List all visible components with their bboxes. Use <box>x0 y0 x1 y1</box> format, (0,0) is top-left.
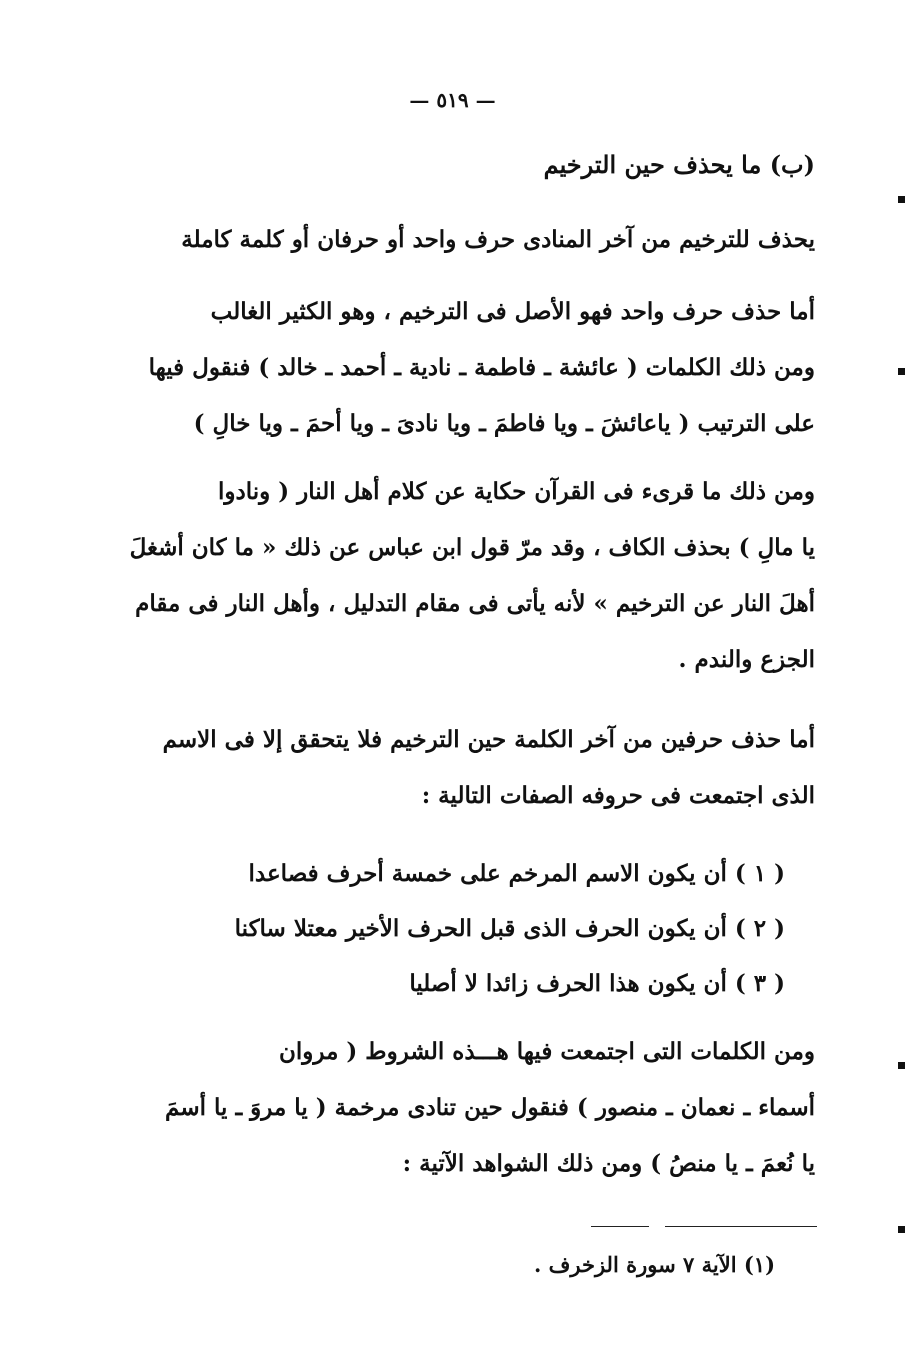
paragraph-line: ومن ذلك الكلمات ( عائشة ـ فاطمة ـ نادية ـ أحمد ـ خالد ) فنقول فيها <box>148 354 815 381</box>
paragraph-intro <box>175 212 815 268</box>
page-edge-mark <box>898 1062 905 1069</box>
paragraph-one-letter <box>148 284 815 452</box>
paragraph-line: الذى اجتمعت فى حروفه الصفات التالية : <box>421 782 815 809</box>
page-edge-mark <box>898 1226 905 1233</box>
conditions-list <box>175 846 815 1011</box>
paragraph-line: ومن ذلك ما قرىء فى القرآن حكاية عن كلام أهل النار ( ونادوا <box>218 478 815 505</box>
paragraph-line: الجزع والندم . <box>678 646 815 673</box>
paragraph-quran-example <box>129 464 815 688</box>
condition-item: ( ١ ) أن يكون الاسم المرخم على خمسة أحرف فصاعدا <box>248 860 785 887</box>
paragraph-line: أما حذف حرف واحد فهو الأصل فى الترخيم ، وهو الكثير الغالب <box>210 298 815 325</box>
paragraph-line: يا نُعمَ ـ يا منصُ ) ومن ذلك الشواهد الآتية : <box>402 1150 815 1177</box>
paragraph-two-letters <box>162 712 815 824</box>
condition-item: ( ٣ ) أن يكون هذا الحرف زائدا لا أصليا <box>409 970 785 997</box>
condition-item: ( ٢ ) أن يكون الحرف الذى قبل الحرف الأخير معتلا ساكنا <box>234 915 785 942</box>
section-heading: (ب) ما يحذف حين الترخيم <box>543 150 815 179</box>
paragraph-line: على الترتيب ( ياعائشَ ـ ويا فاطمَ ـ ويا نادىَ ـ ويا أحمَ ـ ويا خالِ ) <box>193 410 815 437</box>
paragraph-line: يحذف للترخيم من آخر المنادى حرف واحد أو حرفان أو كلمة كاملة <box>181 226 815 253</box>
footnote-divider <box>665 1226 817 1227</box>
page-number: — ٥١٩ — <box>409 88 496 112</box>
footnote-divider <box>591 1226 649 1227</box>
footnote: (١) الآية ٧ سورة الزخرف . <box>534 1252 775 1277</box>
paragraph-line: أما حذف حرفين من آخر الكلمة حين الترخيم فلا يتحقق إلا فى الاسم <box>162 726 815 753</box>
page-edge-mark <box>898 196 905 203</box>
paragraph-line: أهلَ النار عن الترخيم » لأنه يأتى فى مقام التدليل ، وأهل النار فى مقام <box>135 590 815 617</box>
paragraph-line: أسماء ـ نعمان ـ منصور ) فنقول حين تنادى مرخمة ( يا مروَ ـ يا أسمَ <box>165 1094 815 1121</box>
page-edge-mark <box>898 368 905 375</box>
paragraph-line: ومن الكلمات التى اجتمعت فيها هـــذه الشروط ( مروان <box>279 1038 815 1065</box>
paragraph-examples <box>165 1024 815 1192</box>
paragraph-line: يا مالِ ) بحذف الكاف ، وقد مرّ قول ابن عباس عن ذلك « ما كان أشغلَ <box>129 534 815 561</box>
